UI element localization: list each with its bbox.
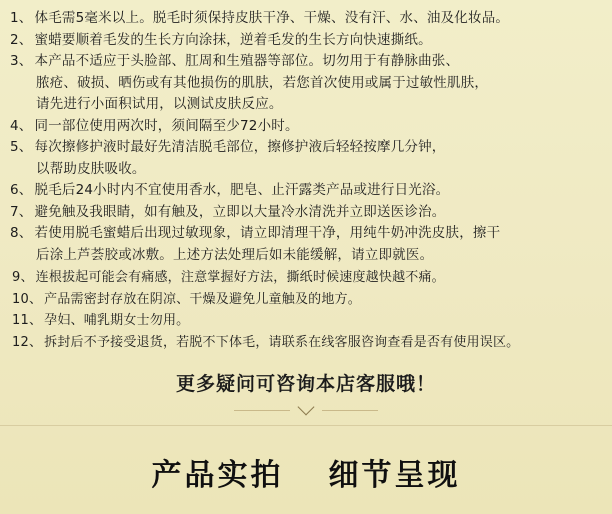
list-item-text: 孕妇、哺乳期女士勿用。 bbox=[44, 313, 190, 328]
list-item-text: 连根拔起可能会有痛感，注意掌握好方法，撕纸时候速度越快越不痛。 bbox=[35, 270, 445, 285]
list-item-number: 7、 bbox=[10, 203, 33, 220]
list-item-continuation bbox=[10, 94, 600, 115]
list-item bbox=[10, 268, 600, 289]
list-item-text: 以帮助皮肤吸收。 bbox=[36, 160, 146, 177]
page-title bbox=[0, 450, 612, 494]
list-item bbox=[10, 333, 600, 354]
customer-service-cta bbox=[0, 369, 612, 413]
list-item-text: 脓疮、破损、晒伤或有其他损伤的肌肤，若您首次使用或属于过敏性肌肤， bbox=[36, 74, 489, 91]
list-item-text: 体毛需5毫米以上。脱毛时须保持皮肤干净、干燥、没有汗、水、油及化妆品。 bbox=[34, 10, 510, 26]
list-item bbox=[10, 30, 600, 51]
list-item bbox=[10, 116, 600, 137]
list-item-number: 6、 bbox=[10, 182, 33, 198]
list-item-text: 脱毛后24小时内不宜使用香水，肥皂、止汗露类产品或进行日光浴。 bbox=[34, 182, 450, 198]
list-item-text: 避免触及我眼睛，如有触及，立即以大量冷水清洗并立即送医诊治。 bbox=[34, 203, 446, 220]
divider-line-right bbox=[322, 410, 378, 411]
list-item-number: 3、 bbox=[10, 53, 33, 69]
page-title-right: 细节呈现 bbox=[328, 458, 461, 493]
list-item bbox=[10, 180, 600, 201]
list-item-number: 9、 bbox=[12, 270, 34, 285]
list-item bbox=[10, 290, 600, 311]
list-item-text: 后涂上芦荟胶或冰敷。上述方法处理后如未能缓解，请立即就医。 bbox=[36, 246, 434, 263]
list-item-text: 产品需密封存放在阴凉、干燥及避免儿童触及的地方。 bbox=[44, 291, 361, 307]
list-item-continuation bbox=[10, 159, 600, 180]
list-item-number: 4、 bbox=[10, 117, 33, 134]
list-item-text: 每次擦修护液时最好先清洁脱毛部位，擦修护液后轻轻按摩几分钟， bbox=[34, 139, 446, 155]
list-item-text: 若使用脱毛蜜蜡后出现过敏现象，请立即清理干净，用纯牛奶冲洗皮肤，擦干 bbox=[34, 225, 501, 241]
list-item bbox=[10, 223, 600, 244]
page-title-left: 产品实拍 bbox=[151, 458, 284, 493]
list-item-continuation bbox=[10, 73, 600, 94]
list-item-number: 1、 bbox=[10, 10, 33, 26]
list-item bbox=[10, 137, 600, 158]
cta-text: 更多疑问可咨询本店客服哦！ bbox=[175, 373, 436, 395]
list-item bbox=[10, 51, 600, 72]
list-item-text: 同一部位使用两次时，须间隔至少72小时。 bbox=[34, 117, 299, 134]
list-item bbox=[10, 202, 600, 223]
list-item-text: 请先进行小面积试用，以测试皮肤反应。 bbox=[36, 96, 283, 112]
chevron-down-icon bbox=[298, 399, 315, 416]
list-item-text: 蜜蜡要顺着毛发的生长方向涂抹，逆着毛发的生长方向快速撕纸。 bbox=[34, 31, 432, 48]
list-item-number: 2、 bbox=[10, 31, 33, 48]
list-item bbox=[10, 8, 600, 29]
arrow-divider bbox=[0, 408, 612, 413]
list-item-continuation bbox=[10, 245, 600, 266]
list-item-number: 10、 bbox=[12, 291, 43, 307]
list-item-number: 12、 bbox=[12, 334, 43, 350]
list-item-number: 11、 bbox=[12, 313, 43, 328]
list-item-text: 拆封后不予接受退货，若脱不下体毛，请联系在线客服咨询查看是否有使用误区。 bbox=[44, 334, 520, 350]
list-item-number: 5、 bbox=[10, 139, 33, 155]
divider-line-left bbox=[234, 410, 290, 411]
list-item-number: 8、 bbox=[10, 225, 33, 241]
list-item bbox=[10, 311, 600, 332]
list-item-text: 本产品不适应于头脸部、肛周和生殖器等部位。切勿用于有静脉曲张、 bbox=[34, 53, 460, 69]
section-divider bbox=[0, 425, 612, 426]
